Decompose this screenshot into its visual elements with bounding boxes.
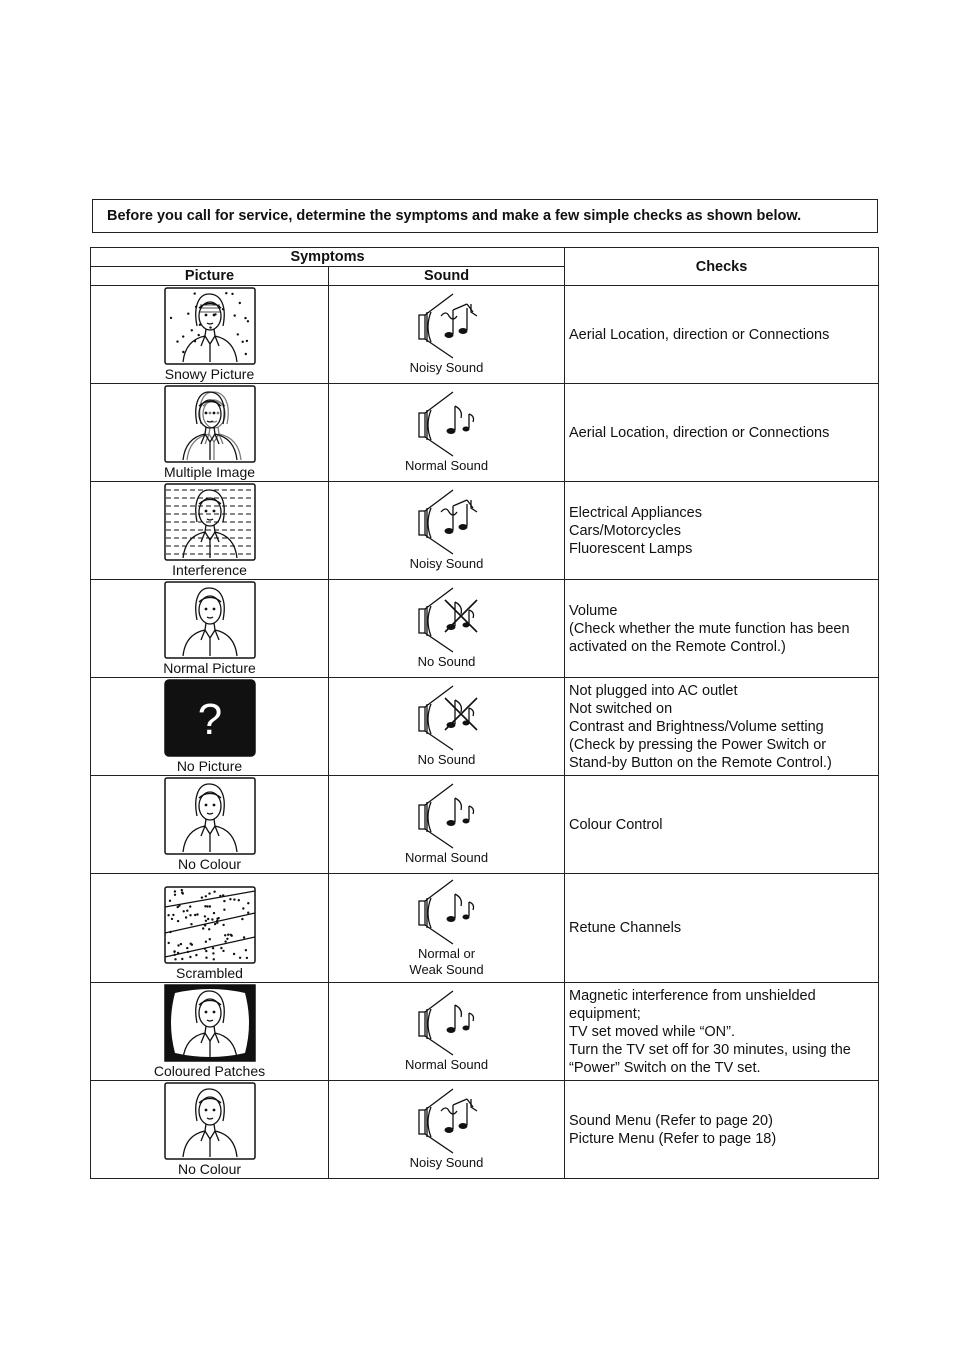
picture-cell bbox=[91, 384, 329, 482]
sound-wrapper bbox=[329, 780, 564, 869]
checks-cell bbox=[565, 580, 879, 678]
picture-cell bbox=[91, 482, 329, 580]
check-item: Not switched on bbox=[569, 700, 673, 717]
picture-label: Snowy Picture bbox=[164, 366, 255, 382]
picture-label: No Picture bbox=[176, 758, 243, 774]
check-item: (Check by pressing the Power Switch or bbox=[569, 736, 827, 753]
tv-screen-interference-icon bbox=[163, 482, 257, 562]
checks-cell bbox=[565, 1081, 879, 1179]
tv-screen-normal-icon bbox=[163, 776, 257, 856]
check-item: Turn the TV set off for 30 minutes, using the bbox=[569, 1041, 851, 1058]
check-item: Aerial Location, direction or Connections bbox=[569, 424, 830, 441]
check-item: Stand-by Button on the Remote Control.) bbox=[569, 754, 832, 771]
check-item: equipment; bbox=[569, 1005, 641, 1022]
picture-wrapper bbox=[91, 776, 328, 873]
table-row bbox=[91, 874, 879, 983]
checks-header: Checks bbox=[565, 248, 879, 286]
sound-cell bbox=[329, 384, 565, 482]
sound-label: Normal or bbox=[417, 945, 476, 961]
sound-label: Normal Sound bbox=[404, 850, 489, 865]
sound-wrapper bbox=[329, 388, 564, 477]
tv-screen-scrambled-icon bbox=[163, 885, 257, 965]
troubleshooting-table bbox=[90, 247, 879, 1179]
speaker-normal-icon bbox=[411, 987, 483, 1057]
table-row bbox=[91, 983, 879, 1081]
table-row bbox=[91, 678, 879, 776]
picture-label: No Colour bbox=[177, 1161, 242, 1177]
picture-cell bbox=[91, 286, 329, 384]
picture-wrapper bbox=[91, 885, 328, 982]
service-notice bbox=[92, 199, 878, 233]
sound-wrapper bbox=[329, 682, 564, 771]
picture-label: Normal Picture bbox=[163, 660, 256, 676]
checks-cell bbox=[565, 874, 879, 983]
speaker-none-icon bbox=[411, 584, 483, 654]
check-item: Fluorescent Lamps bbox=[569, 540, 693, 557]
check-item: Magnetic interference from unshielded bbox=[569, 987, 816, 1004]
sound-wrapper bbox=[329, 1085, 564, 1174]
table-row bbox=[91, 1081, 879, 1179]
sound-wrapper bbox=[329, 290, 564, 379]
sound-wrapper bbox=[329, 987, 564, 1076]
check-item: Retune Channels bbox=[569, 920, 682, 936]
check-item: Volume bbox=[569, 602, 618, 619]
sound-cell bbox=[329, 983, 565, 1081]
sound-label: Normal Sound bbox=[404, 1057, 489, 1072]
sound-cell bbox=[329, 874, 565, 983]
check-item: Not plugged into AC outlet bbox=[569, 682, 738, 699]
sound-label: Noisy Sound bbox=[409, 360, 484, 375]
picture-cell bbox=[91, 874, 329, 983]
table-row bbox=[91, 482, 879, 580]
sound-cell bbox=[329, 482, 565, 580]
checks-cell bbox=[565, 384, 879, 482]
picture-label: Scrambled bbox=[176, 965, 243, 981]
sound-wrapper bbox=[329, 584, 564, 673]
picture-label: No Colour bbox=[177, 856, 242, 872]
picture-wrapper bbox=[91, 482, 328, 579]
picture-label: Multiple Image bbox=[163, 464, 256, 480]
checks-cell bbox=[565, 983, 879, 1081]
sound-header: Sound bbox=[329, 267, 565, 286]
table-row bbox=[91, 776, 879, 874]
speaker-none-icon bbox=[411, 682, 483, 752]
sound-cell bbox=[329, 1081, 565, 1179]
tv-screen-snowy-icon bbox=[163, 286, 257, 366]
check-item: Contrast and Brightness/Volume setting bbox=[569, 718, 824, 735]
check-item: (Check whether the mute function has been bbox=[569, 620, 850, 637]
speaker-normal-icon bbox=[411, 876, 483, 946]
check-item: “Power” Switch on the TV set. bbox=[569, 1059, 761, 1076]
sound-cell bbox=[329, 286, 565, 384]
sound-cell bbox=[329, 678, 565, 776]
check-item: Sound Menu (Refer to page 20) bbox=[569, 1112, 773, 1129]
tv-screen-nopicture-icon bbox=[163, 678, 257, 758]
check-item: TV set moved while “ON”. bbox=[569, 1023, 736, 1040]
picture-label: Coloured Patches bbox=[153, 1063, 266, 1079]
sound-cell bbox=[329, 776, 565, 874]
sound-cell bbox=[329, 580, 565, 678]
table-row bbox=[91, 384, 879, 482]
table-row bbox=[91, 286, 879, 384]
picture-cell bbox=[91, 580, 329, 678]
check-item: Aerial Location, direction or Connections bbox=[569, 326, 830, 343]
sound-label: Noisy Sound bbox=[409, 556, 484, 571]
checks-cell bbox=[565, 482, 879, 580]
sound-wrapper bbox=[329, 486, 564, 575]
speaker-noisy-icon bbox=[411, 290, 483, 360]
table-body bbox=[91, 286, 879, 1179]
picture-wrapper bbox=[91, 678, 328, 775]
tv-screen-normal-icon bbox=[163, 1081, 257, 1161]
check-item: Colour Control bbox=[569, 816, 663, 833]
check-item: Cars/Motorcycles bbox=[569, 522, 682, 539]
speaker-noisy-icon bbox=[411, 1085, 483, 1155]
picture-wrapper bbox=[91, 384, 328, 481]
tv-screen-patches-icon bbox=[163, 983, 257, 1063]
sound-label: No Sound bbox=[417, 752, 476, 767]
speaker-noisy-icon bbox=[411, 486, 483, 556]
picture-wrapper bbox=[91, 1081, 328, 1178]
sound-label: Weak Sound bbox=[409, 961, 484, 977]
picture-cell bbox=[91, 1081, 329, 1179]
checks-cell bbox=[565, 286, 879, 384]
picture-header: Picture bbox=[91, 267, 329, 286]
check-item: Picture Menu (Refer to page 18) bbox=[569, 1130, 777, 1147]
table-row bbox=[91, 580, 879, 678]
picture-wrapper bbox=[91, 983, 328, 1080]
check-item: Electrical Appliances bbox=[569, 504, 703, 521]
tv-screen-normal-icon bbox=[163, 580, 257, 660]
sound-label: Noisy Sound bbox=[409, 1155, 484, 1170]
symptoms-header: Symptoms bbox=[91, 248, 565, 267]
speaker-normal-icon bbox=[411, 780, 483, 850]
checks-cell bbox=[565, 678, 879, 776]
sound-label: Normal Sound bbox=[404, 458, 489, 473]
speaker-normal-icon bbox=[411, 388, 483, 458]
sound-wrapper bbox=[329, 876, 564, 981]
question-mark-icon: ? bbox=[197, 695, 222, 744]
picture-cell bbox=[91, 678, 329, 776]
picture-cell bbox=[91, 776, 329, 874]
checks-cell bbox=[565, 776, 879, 874]
picture-wrapper bbox=[91, 580, 328, 677]
tv-screen-multiple-icon bbox=[163, 384, 257, 464]
check-item: activated on the Remote Control.) bbox=[569, 638, 786, 655]
sound-label: No Sound bbox=[417, 654, 476, 669]
picture-label: Interference bbox=[172, 562, 247, 578]
picture-cell bbox=[91, 983, 329, 1081]
service-notice-text: Before you call for service, determine the symptoms and make a few simple checks as shown below. bbox=[107, 208, 802, 224]
picture-wrapper bbox=[91, 286, 328, 383]
